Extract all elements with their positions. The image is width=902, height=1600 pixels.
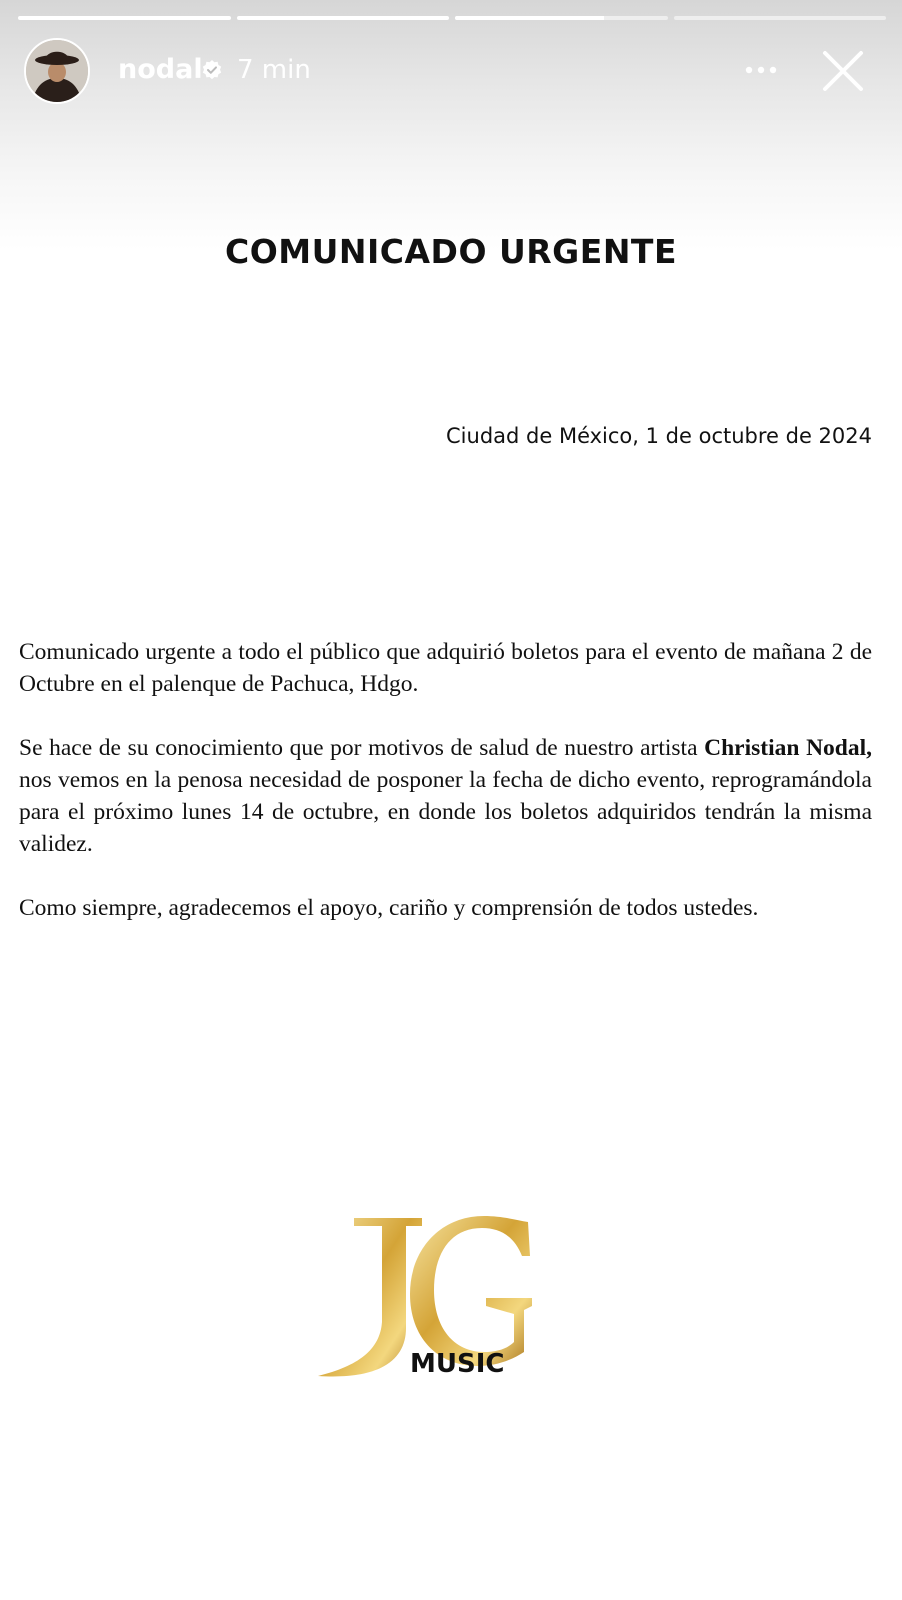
document-date: Ciudad de México, 1 de octubre de 2024 — [446, 424, 872, 448]
document-title: COMUNICADO URGENTE — [224, 232, 677, 271]
logo-music-text: MUSIC — [410, 1349, 505, 1379]
logo-letter-j — [318, 1218, 422, 1377]
paragraph-2 — [19, 732, 872, 860]
logo-letter-g — [410, 1216, 532, 1366]
more-options-button[interactable] — [744, 58, 778, 82]
paragraph-3: Como siempre, agradecemos el apoyo, cariño y comprensión de todos ustedes. — [19, 895, 759, 921]
progress-fill — [18, 16, 231, 20]
artist-name: Christian Nodal, — [704, 735, 873, 761]
progress-segment — [237, 16, 450, 20]
paragraph-1: Comunicado urgente a todo el público que adquirió boletos para el evento de mañana 2 de Octubre en el palenque de Pachuca, Hdgo. — [19, 639, 872, 697]
progress-fill — [455, 16, 604, 20]
progress-fill — [237, 16, 450, 20]
progress-segment — [18, 16, 231, 20]
story-progress-bars — [18, 16, 886, 20]
document-body — [19, 636, 872, 956]
jg-music-logo — [318, 1210, 548, 1400]
logo-graphic — [318, 1210, 548, 1400]
paragraph-2-end: nos vemos en la penosa necesidad de posponer la fecha de dicho evento, reprogramándola para el próximo lunes 14 de octubre, en donde los boletos adquiridos tendrán la misma validez. — [19, 767, 872, 857]
post-time: 7 min — [237, 55, 311, 85]
verified-badge-icon — [202, 60, 222, 80]
username[interactable]: nodal — [118, 54, 203, 85]
more-horizontal-icon — [744, 58, 778, 82]
paragraph-2-start: Se hace de su conocimiento que por motivos de salud de nuestro artista — [19, 735, 698, 761]
avatar[interactable] — [24, 38, 90, 104]
close-icon — [820, 48, 866, 94]
avatar-image — [26, 40, 88, 102]
close-button[interactable] — [820, 48, 866, 94]
story-header — [24, 38, 884, 104]
progress-segment — [455, 16, 668, 20]
progress-segment — [674, 16, 887, 20]
